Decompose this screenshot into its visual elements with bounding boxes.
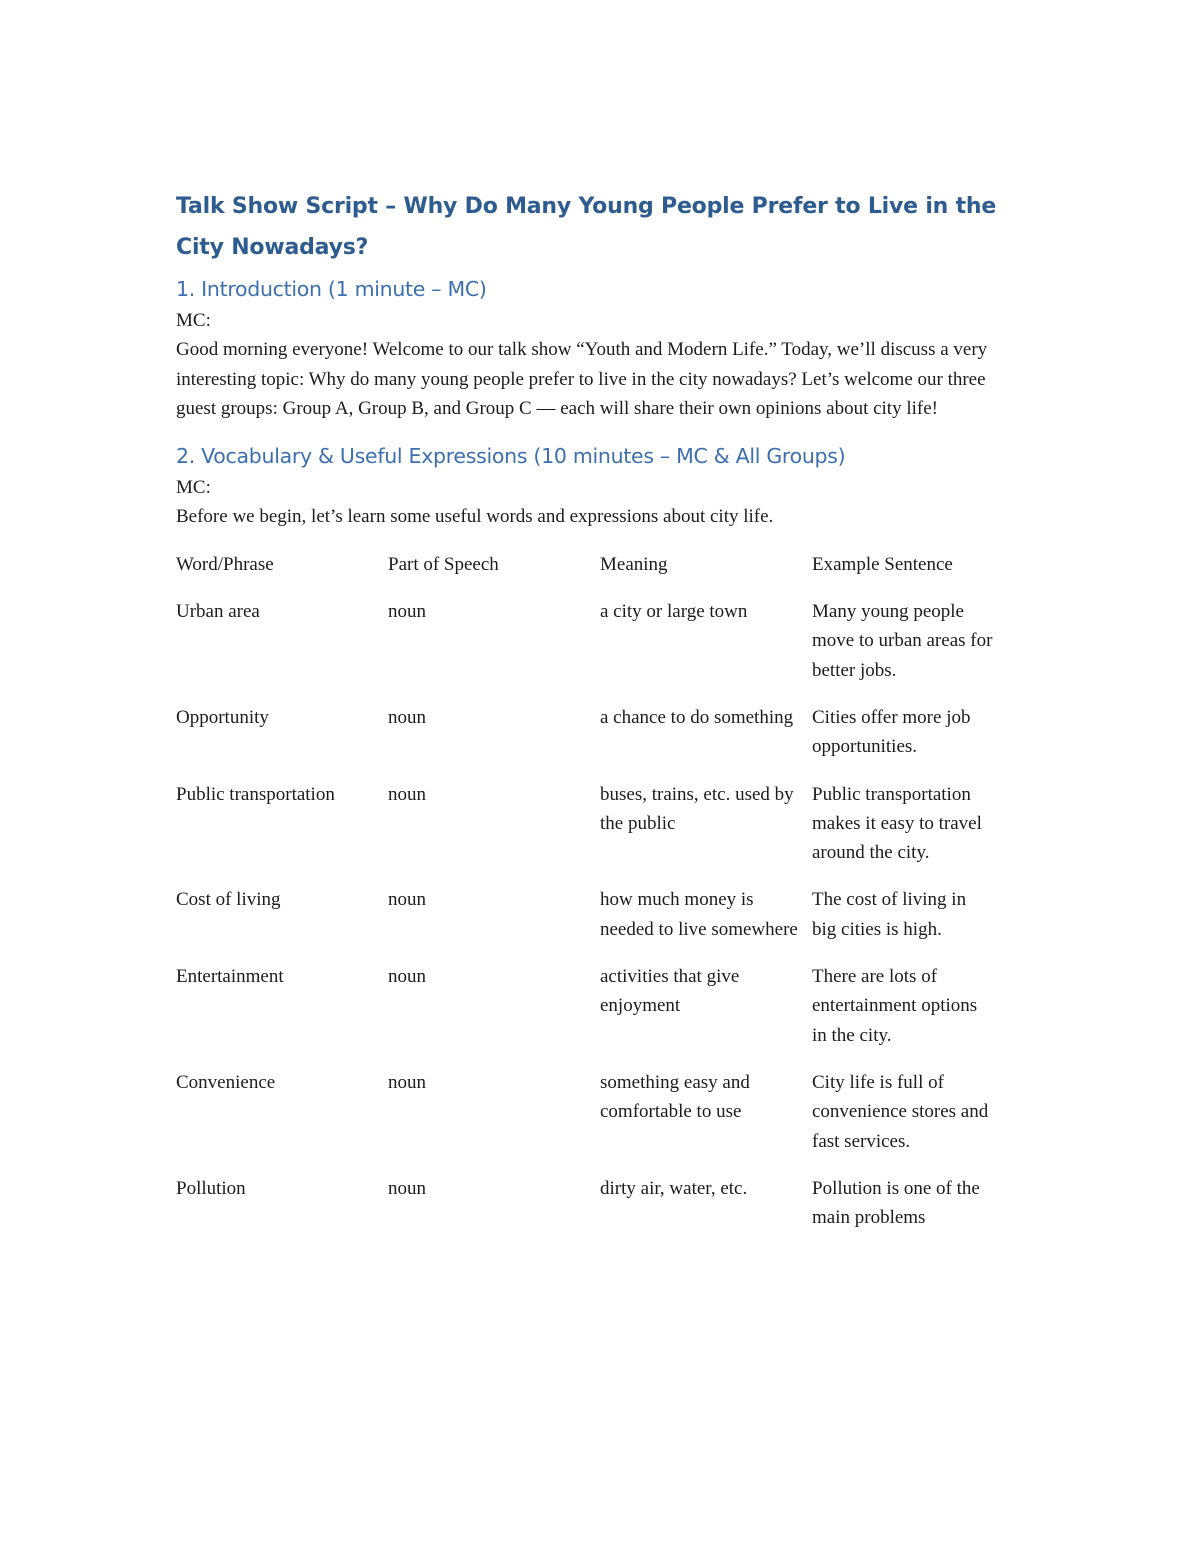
cell-meaning: dirty air, water, etc. xyxy=(600,1177,748,1199)
cell-part-of-speech: noun xyxy=(388,889,426,911)
column-header-part-of-speech: Part of Speech xyxy=(388,553,499,575)
cell-meaning: buses, trains, etc. used by the public xyxy=(600,783,794,834)
section-heading: 1. Introduction (1 minute – MC) xyxy=(176,277,487,301)
section-vocabulary xyxy=(176,441,1006,1250)
section-paragraph: Before we begin, let’s learn some useful words and expressions about city life. xyxy=(176,506,774,528)
cell-meaning: a city or large town xyxy=(600,601,748,623)
vocabulary-table xyxy=(176,550,1006,1251)
cell-example: Pollution is one of the main problems xyxy=(812,1177,980,1229)
cell-meaning: how much money is needed to live somewhere xyxy=(600,889,798,940)
cell-part-of-speech: noun xyxy=(388,966,426,988)
column-header-meaning: Meaning xyxy=(600,553,668,575)
cell-meaning: a chance to do something xyxy=(600,706,794,728)
cell-example: Many young people move to urban areas for better jobs. xyxy=(812,601,993,681)
table-row xyxy=(176,1174,1006,1251)
cell-example: City life is full of convenience stores and fast services. xyxy=(812,1071,989,1152)
column-header-example: Example Sentence xyxy=(812,553,953,575)
table-row xyxy=(176,1068,1006,1174)
section-heading: 2. Vocabulary & Useful Expressions (10 minutes – MC & All Groups) xyxy=(176,444,846,469)
cell-part-of-speech: noun xyxy=(388,1071,426,1093)
cell-example: There are lots of entertainment options in the city. xyxy=(812,966,978,1046)
cell-part-of-speech: noun xyxy=(388,601,426,623)
cell-word: Pollution xyxy=(176,1177,246,1199)
table-header-row xyxy=(176,550,1006,597)
speaker-label: MC: xyxy=(176,310,211,331)
table-row xyxy=(176,597,1006,703)
cell-part-of-speech: noun xyxy=(388,1177,426,1199)
cell-word: Convenience xyxy=(176,1071,276,1093)
cell-word: Public transportation xyxy=(176,783,335,805)
cell-example: The cost of living in big cities is high. xyxy=(812,889,967,940)
cell-word: Opportunity xyxy=(176,706,269,728)
section-introduction xyxy=(176,274,1006,423)
cell-word: Cost of living xyxy=(176,889,281,911)
cell-example: Cities offer more job opportunities. xyxy=(812,706,971,758)
column-header-word: Word/Phrase xyxy=(176,553,274,575)
section-paragraph: Good morning everyone! Welcome to our talk show “Youth and Modern Life.” Today, we’ll discuss a very interesting topic: Why do many young people prefer to live in the city nowadays? Let’s welcome our three guest groups: Group A, Group B, and Group C — each will share their own opinions about city life! xyxy=(176,339,988,419)
speaker-label: MC: xyxy=(176,477,211,499)
table-row xyxy=(176,703,1006,780)
cell-word: Entertainment xyxy=(176,966,284,988)
cell-part-of-speech: noun xyxy=(388,783,426,805)
cell-example: Public transportation makes it easy to travel around the city. xyxy=(812,783,982,864)
table-row xyxy=(176,780,1006,886)
document-title: Talk Show Script – Why Do Many Young People Prefer to Live in the City Nowadays? xyxy=(176,194,997,260)
table-row xyxy=(176,962,1006,1068)
document-content xyxy=(176,186,1006,1268)
cell-part-of-speech: noun xyxy=(388,706,426,728)
cell-word: Urban area xyxy=(176,601,260,623)
cell-meaning: activities that give enjoyment xyxy=(600,966,740,1017)
cell-meaning: something easy and comfortable to use xyxy=(600,1071,750,1123)
table-row xyxy=(176,885,1006,962)
